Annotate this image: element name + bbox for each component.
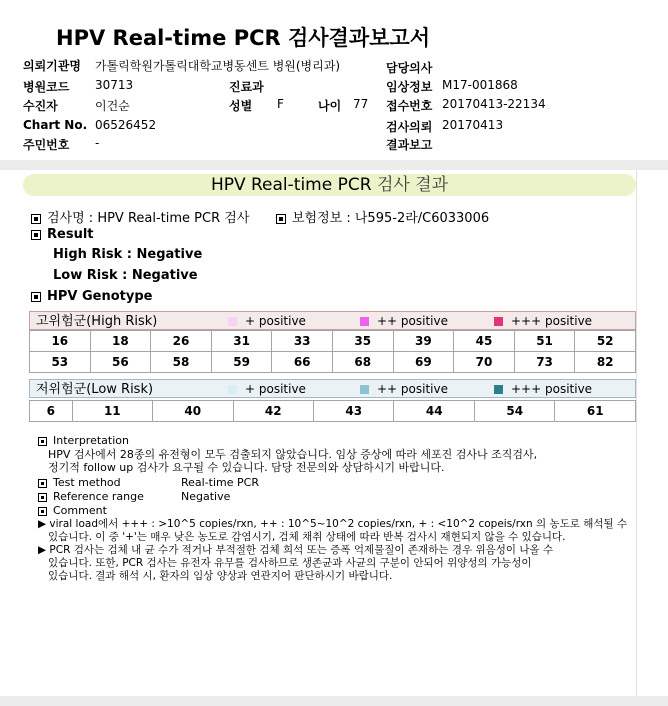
genotype-cell: 31	[211, 331, 272, 352]
header-value-chart-no: 06526452	[95, 118, 157, 132]
interpretation-heading	[38, 434, 129, 447]
legend-plus-plus-plus-label: +++ positive	[511, 314, 593, 328]
genotype-cell: 18	[90, 331, 151, 352]
high-risk-table	[29, 330, 636, 373]
legend-plus	[228, 312, 306, 331]
header-label-age: 나이	[318, 99, 342, 113]
comment-line: ▶ viral load에서 +++ : >10^5 copies/rxn, ++ : 10^5~10^2 copies/rxn, + : <10^2 copeis/rxn 의 농도로 해석될 수	[38, 518, 628, 530]
genotype-cell: 45	[454, 331, 515, 352]
insurance-line	[276, 207, 489, 226]
genotype-cell: 52	[575, 331, 636, 352]
genotype-cell: 61	[555, 401, 636, 422]
genotype-cell: 33	[272, 331, 333, 352]
test-method-label: Test method	[53, 476, 121, 489]
report-title: HPV Real-time PCR 검사결과보고서	[56, 26, 430, 50]
high-risk-result: High Risk : Negative	[53, 247, 203, 262]
header-label-resident-no: 주민번호	[23, 138, 70, 152]
high-risk-header	[29, 311, 636, 330]
bullet-square-icon	[276, 214, 286, 224]
header-value-sex: F	[277, 97, 284, 111]
header-label-clinical-info: 임상정보	[386, 80, 433, 94]
interpretation-line: 정기적 follow up 검사가 요구될 수 있습니다. 담당 전문의와 상담하시기 바랍니다.	[48, 461, 445, 474]
interpretation-label: Interpretation	[53, 434, 129, 447]
comment-line: 있습니다. 이 중 '+'는 매우 낮은 농도로 감염시기, 검체 채취 상태에 따라 반복 검사시 재현되지 않을 수 있습니다.	[38, 531, 566, 543]
header-label-sex: 성별	[229, 99, 253, 113]
genotype-cell: 82	[575, 352, 636, 373]
low-risk-header	[29, 379, 636, 398]
genotype-cell: 66	[272, 352, 333, 373]
header-value-institution: 가톨릭학원가톨릭대학교병동센트 병원(병리과)	[95, 59, 341, 73]
legend-swatch-plus	[228, 317, 237, 326]
header-label-doctor: 담당의사	[386, 61, 433, 75]
test-method-value: Real-time PCR	[181, 476, 259, 489]
genotype-cell: 11	[72, 401, 152, 422]
genotype-cell: 58	[151, 352, 212, 373]
table-row	[30, 352, 636, 373]
legend-plus-plus-plus-label: +++ positive	[511, 382, 593, 396]
banner-title: HPV Real-time PCR	[210, 175, 372, 195]
genotype-label: HPV Genotype	[47, 289, 153, 304]
table-row	[30, 331, 636, 352]
genotype-cell: 26	[151, 331, 212, 352]
bottom-divider	[0, 696, 668, 706]
header-label-report-date: 결과보고	[386, 138, 433, 152]
genotype-cell: 43	[314, 401, 394, 422]
genotype-cell: 54	[474, 401, 554, 422]
insurance-info: 보험정보 : 나595-2라/C6033006	[292, 211, 490, 226]
genotype-cell: 70	[454, 352, 515, 373]
genotype-cell: 16	[30, 331, 91, 352]
genotype-cell: 6	[30, 401, 73, 422]
legend-plus-label: + positive	[245, 314, 306, 328]
bullet-square-icon	[38, 437, 47, 446]
legend-plus-plus-label: ++ positive	[377, 314, 448, 328]
legend-plus-plus-plus	[494, 380, 592, 399]
genotype-cell: 53	[30, 352, 91, 373]
bullet-square-icon	[38, 507, 47, 516]
bullet-square-icon	[31, 214, 41, 224]
header-value-receipt-no: 20170413-22134	[442, 97, 546, 111]
genotype-cell: 35	[332, 331, 393, 352]
result-heading	[31, 227, 94, 242]
result-banner	[23, 174, 636, 196]
header-label-institution: 의뢰기관명	[23, 59, 81, 73]
genotype-cell: 73	[514, 352, 575, 373]
genotype-cell: 56	[90, 352, 151, 373]
interpretation-line: HPV 검사에서 28종의 유전형이 모두 검출되지 않았습니다. 임상 증상에 따라 세포진 검사나 조직검사,	[48, 448, 538, 461]
legend-swatch-plus	[228, 385, 237, 394]
low-risk-title: 저위험군(Low Risk)	[36, 382, 154, 397]
genotype-cell: 68	[332, 352, 393, 373]
right-border	[636, 170, 637, 696]
reference-range-label: Reference range	[53, 490, 144, 503]
header-label-patient: 수진자	[23, 99, 58, 113]
header-label-request-date: 검사의뢰	[386, 120, 433, 134]
comment-line: 있습니다. 또한, PCR 검사는 유전자 유무를 검사하므로 생존균과 사균의 구분이 안되어 위양성의 가능성이	[38, 557, 532, 569]
legend-swatch-plus-plus	[360, 385, 369, 394]
header-label-hospital-code: 병원코드	[23, 80, 70, 94]
genotype-cell: 51	[514, 331, 575, 352]
high-risk-title: 고위험군(High Risk)	[36, 314, 158, 329]
comment-label: Comment	[53, 504, 107, 517]
genotype-cell: 44	[394, 401, 474, 422]
comment-line: 있습니다. 결과 해석 시, 환자의 임상 양상과 연관지어 판단하시기 바랍니다.	[38, 570, 393, 582]
legend-plus-plus-label: ++ positive	[377, 382, 448, 396]
legend-plus	[228, 380, 306, 399]
legend-plus-plus-plus	[494, 312, 592, 331]
genotype-cell: 39	[393, 331, 454, 352]
test-name: 검사명 : HPV Real-time PCR 검사	[47, 211, 250, 226]
banner-subtitle: 검사 결과	[376, 175, 449, 195]
header-value-age: 77	[353, 97, 369, 111]
genotype-cell: 59	[211, 352, 272, 373]
header-label-receipt-no: 접수번호	[386, 99, 433, 113]
low-risk-result: Low Risk : Negative	[53, 268, 198, 283]
legend-swatch-plus-plus-plus	[494, 385, 503, 394]
header-value-resident-no: -	[95, 136, 100, 150]
bullet-square-icon	[31, 292, 41, 302]
legend-plus-plus	[360, 312, 448, 331]
header-value-patient: 이건순	[95, 99, 130, 113]
header-label-department: 진료과	[229, 80, 264, 94]
table-row	[30, 401, 636, 422]
bullet-square-icon	[38, 479, 47, 488]
low-risk-table	[29, 400, 636, 422]
section-divider	[0, 160, 668, 170]
legend-plus-label: + positive	[245, 382, 306, 396]
comment-line: ▶ PCR 검사는 검체 내 균 수가 적거나 부적절한 검체 희석 또는 증폭 억제물질이 존재하는 경우 위음성이 나올 수	[38, 544, 554, 556]
bullet-square-icon	[38, 493, 47, 502]
reference-range-row	[38, 490, 144, 503]
genotype-cell: 69	[393, 352, 454, 373]
genotype-heading	[31, 289, 152, 304]
header-value-request-date: 20170413	[442, 118, 504, 132]
reference-range-value: Negative	[181, 490, 231, 503]
header-label-chart-no: Chart No.	[23, 118, 88, 132]
legend-swatch-plus-plus-plus	[494, 317, 503, 326]
genotype-cell: 40	[153, 401, 233, 422]
genotype-cell: 42	[233, 401, 313, 422]
header-value-clinical-info: M17-001868	[442, 78, 518, 92]
test-method-row	[38, 476, 121, 489]
legend-plus-plus	[360, 380, 448, 399]
result-label: Result	[47, 227, 94, 242]
comment-heading	[38, 504, 107, 517]
bullet-square-icon	[31, 230, 41, 240]
legend-swatch-plus-plus	[360, 317, 369, 326]
header-value-hospital-code: 30713	[95, 78, 134, 92]
test-name-line	[31, 207, 249, 226]
